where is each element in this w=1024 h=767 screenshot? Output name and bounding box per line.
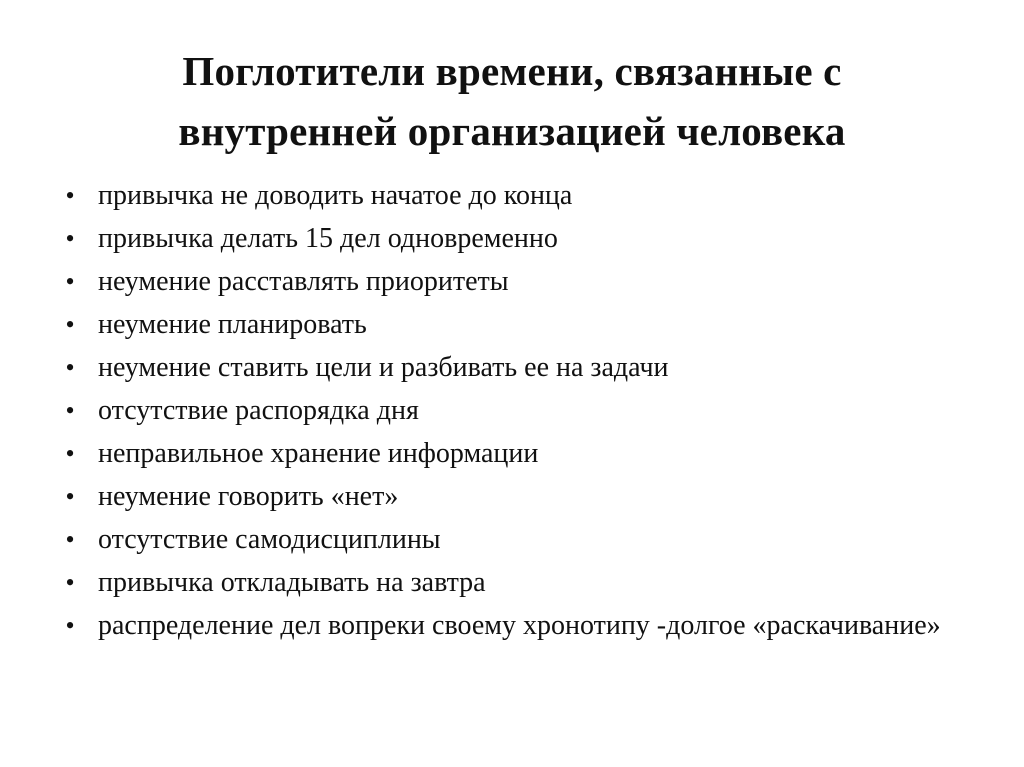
list-item-text: распределение дел вопреки своему хронотипу -долгое «раскачивание»	[98, 610, 941, 641]
list-item-text: неумение ставить цели и разбивать ее на задачи	[98, 352, 669, 383]
bullet-icon: •	[65, 310, 75, 339]
list-item	[60, 395, 960, 427]
list-item	[60, 524, 960, 556]
title-line-1: Поглотители времени, связанные с	[182, 48, 842, 94]
list-item	[60, 266, 960, 298]
bullet-icon: •	[65, 525, 75, 554]
list-item	[60, 438, 960, 470]
list-item-text: отсутствие самодисциплины	[98, 524, 441, 555]
list-item	[60, 352, 960, 384]
list-item	[60, 610, 960, 642]
list-item	[60, 223, 960, 255]
list-item-text: неумение расставлять приоритеты	[98, 266, 509, 297]
bullet-icon: •	[65, 353, 75, 382]
list-item-text: неумение говорить «нет»	[98, 481, 399, 512]
list-item-text: отсутствие распорядка дня	[98, 395, 419, 426]
list-item	[60, 481, 960, 513]
list-item-text: привычка делать 15 дел одновременно	[98, 223, 558, 254]
list-item	[60, 180, 960, 212]
bullet-icon: •	[65, 396, 75, 425]
list-item	[60, 309, 960, 341]
list-item-text: неумение планировать	[98, 309, 367, 340]
bullet-icon: •	[65, 482, 75, 511]
list-item-text: привычка не доводить начатое до конца	[98, 180, 573, 211]
bullet-icon: •	[65, 267, 75, 296]
list-item-text: привычка откладывать на завтра	[98, 567, 486, 598]
list-item-text: неправильное хранение информации	[98, 438, 539, 469]
title-line-2: внутренней организацией человека	[178, 108, 846, 154]
slide-title	[60, 41, 964, 161]
bullet-icon: •	[65, 224, 75, 253]
bullet-icon: •	[65, 568, 75, 597]
bullet-list	[60, 180, 960, 653]
bullet-icon: •	[65, 181, 75, 210]
list-item	[60, 567, 960, 599]
bullet-icon: •	[65, 611, 75, 640]
bullet-icon: •	[65, 439, 75, 468]
